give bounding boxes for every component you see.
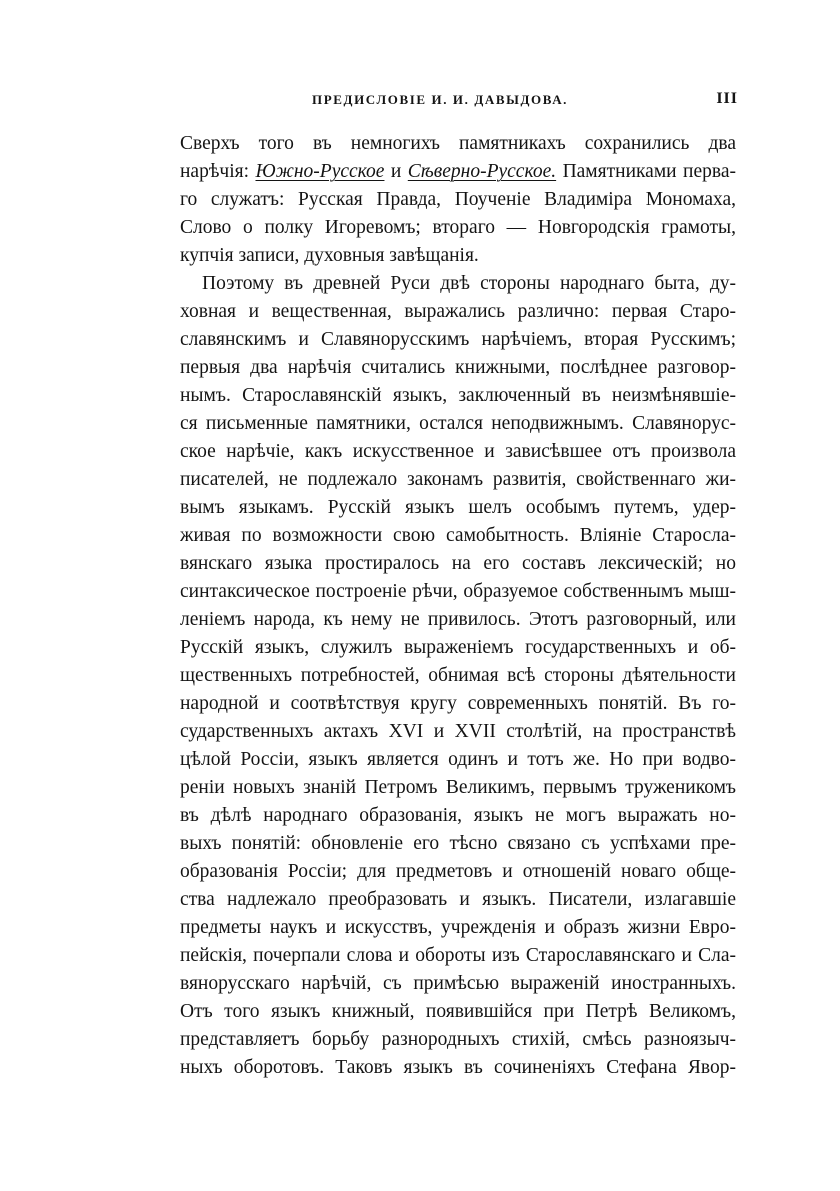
text-line: ское нарѣчіе, какъ искусственное и зависѣвшее отъ произвола xyxy=(180,441,736,462)
text-segment: и xyxy=(384,161,408,182)
text-line: предметы наукъ и искусствъ, учрежденія и образъ жизни Евро- xyxy=(180,917,736,938)
text-line: нымъ. Старославянскій языкъ, заключенный въ неизмѣнявшіе- xyxy=(180,385,736,406)
emphasized-term: Сѣверно-Русское. xyxy=(407,161,557,182)
text-line: въ дѣлѣ народнаго образованія, языкъ не могъ выражать но- xyxy=(180,805,736,826)
text-line: ныхъ оборотовъ. Таковъ языкъ въ сочиненіяхъ Стефана Явор- xyxy=(180,1057,736,1078)
text-line: представляетъ борьбу разнородныхъ стихій, смѣсь разноязыч- xyxy=(180,1029,736,1050)
text-line: славянскимъ и Славянорусскимъ нарѣчіемъ, вторая Русскимъ; xyxy=(180,329,736,350)
body-text xyxy=(180,130,736,1082)
text-line: Поэтому въ древней Руси двѣ стороны народнаго быта, ду- xyxy=(202,273,736,294)
text-line: Слово о полку Игоревомъ; втораго — Новгородскія грамоты, xyxy=(180,217,736,238)
running-header xyxy=(178,92,738,114)
text-line: щественныхъ потребностей, обнимая всѣ стороны дѣятельности xyxy=(180,665,736,686)
text-line: реніи новыхъ знаній Петромъ Великимъ, первымъ труженикомъ xyxy=(180,777,736,798)
text-line: цѣлой Россіи, языкъ является одинъ и тотъ же. Но при водво- xyxy=(180,749,736,770)
text-line: ства надлежало преобразовать и языкъ. Писатели, излагавшіе xyxy=(180,889,736,910)
text-line: образованія Россіи; для предметовъ и отношеній новаго обще- xyxy=(180,861,736,882)
text-line: народной и соотвѣтствуя кругу современныхъ понятій. Въ го- xyxy=(180,693,736,714)
text-line: писателей, не подлежало законамъ развитія, свойственнаго жи- xyxy=(180,469,736,490)
text-segment: Памятниками перва- xyxy=(556,161,736,182)
text-line: Отъ того языкъ книжный, появившійся при Петрѣ Великомъ, xyxy=(180,1001,736,1022)
page-number: III xyxy=(716,90,738,107)
text-line: живая по возможности свою самобытность. Вліяніе Старосла- xyxy=(180,525,736,546)
text-line: го служатъ: Русская Правда, Поученіе Владиміра Мономаха, xyxy=(180,189,736,210)
emphasized-term: Южно-Русское xyxy=(255,161,385,182)
running-title: ПРЕДИСЛОВІЕ И. И. ДАВЫДОВА. xyxy=(312,92,569,107)
text-line: синтаксическое построеніе рѣчи, образуемое собственнымъ мыш- xyxy=(180,581,736,602)
text-line: вянскаго языка простиралось на его составъ лексическій; но xyxy=(180,553,736,574)
text-line xyxy=(180,158,736,186)
text-line: выхъ понятій: обновленіе его тѣсно связано съ успѣхами пре- xyxy=(180,833,736,854)
text-line: первыя два нарѣчія считались книжными, послѣднее разговор- xyxy=(180,357,736,378)
text-line: вянорусскаго нарѣчій, съ примѣсью выраженій иностранныхъ. xyxy=(180,973,736,994)
text-line: вымъ языкамъ. Русскій языкъ шелъ особымъ путемъ, удер- xyxy=(180,497,736,518)
text-line: купчія записи, духовныя завѣщанія. xyxy=(180,245,479,266)
text-line: Русскій языкъ, служилъ выраженіемъ государственныхъ и об- xyxy=(180,637,736,658)
text-segment: нарѣчія: xyxy=(180,161,256,182)
text-line: Сверхъ того въ немногихъ памятникахъ сохранились два xyxy=(180,133,736,154)
text-line: пейскія, почерпали слова и обороты изъ Старославянскаго и Сла- xyxy=(180,945,736,966)
text-line: ся письменные памятники, остался неподвижнымъ. Славянорус- xyxy=(180,413,736,434)
text-line: ховная и вещественная, выражались различно: первая Старо- xyxy=(180,301,736,322)
text-line: леніемъ народа, къ нему не привилось. Этотъ разговорный, или xyxy=(180,609,736,630)
text-line: сударственныхъ актахъ XVI и XVII столѣтій, на пространствѣ xyxy=(180,721,736,742)
